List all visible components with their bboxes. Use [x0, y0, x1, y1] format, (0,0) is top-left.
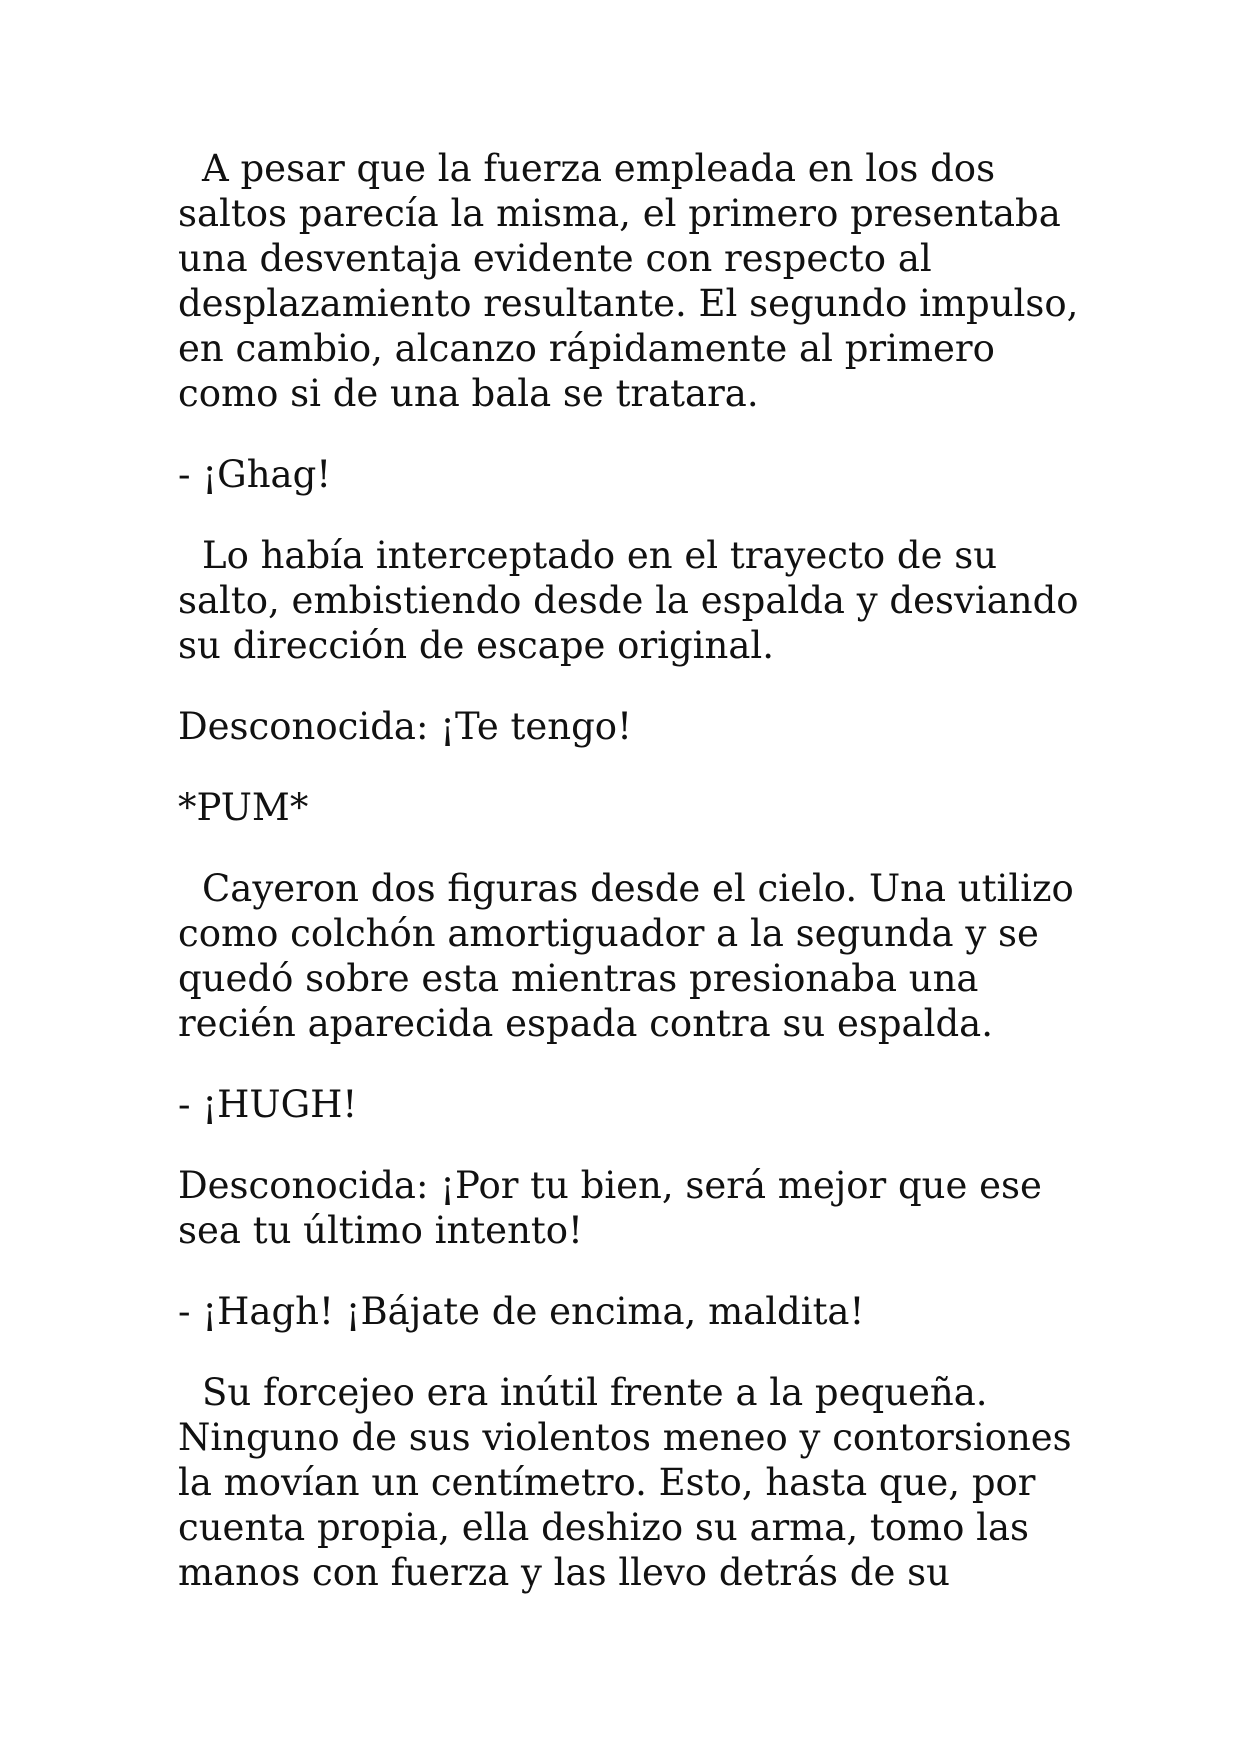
- line-text: - ¡HUGH!: [178, 1083, 358, 1126]
- line-text: recién aparecida espada contra su espalda.: [178, 1002, 993, 1045]
- text-line: [178, 452, 1080, 497]
- paragraph: [178, 704, 1080, 749]
- line-text: *PUM*: [178, 786, 309, 829]
- paragraph: [178, 452, 1080, 497]
- text-line: [178, 191, 1080, 236]
- paragraph: [178, 1163, 1080, 1253]
- text-line: [178, 956, 1080, 1001]
- line-text: como colchón amortiguador a la segunda y se: [178, 912, 1039, 955]
- text-line: [178, 1550, 1080, 1595]
- line-text: en cambio, alcanzo rápidamente al primero: [178, 327, 995, 370]
- line-text: Desconocida: ¡Por tu bien, será mejor que ese: [178, 1164, 1042, 1207]
- line-text: quedó sobre esta mientras presionaba una: [178, 957, 979, 1000]
- line-text: sea tu último intento!: [178, 1209, 583, 1252]
- text-line: [178, 236, 1080, 281]
- text-line: [178, 785, 1080, 830]
- line-text: como si de una bala se tratara.: [178, 372, 759, 415]
- line-text: su dirección de escape original.: [178, 624, 774, 667]
- line-text: Su forcejeo era inútil frente a la pequeña.: [202, 1371, 988, 1414]
- paragraph: [178, 1289, 1080, 1334]
- line-text: Cayeron dos figuras desde el cielo. Una utilizo: [202, 867, 1074, 910]
- text-line: [178, 533, 1080, 578]
- text-line: [178, 578, 1080, 623]
- line-text: - ¡Hagh! ¡Bájate de encima, maldita!: [178, 1290, 865, 1333]
- text-line: [178, 371, 1080, 416]
- line-text: cuenta propia, ella deshizo su arma, tomo las: [178, 1506, 1029, 1549]
- line-text: salto, embistiendo desde la espalda y desviando: [178, 579, 1079, 622]
- text-body: [178, 146, 1080, 1595]
- paragraph: [178, 785, 1080, 830]
- text-line: [178, 866, 1080, 911]
- line-text: saltos parecía la misma, el primero presentaba: [178, 192, 1061, 235]
- line-text: una desventaja evidente con respecto al: [178, 237, 932, 280]
- text-line: [178, 1370, 1080, 1415]
- paragraph: [178, 866, 1080, 1046]
- line-text: desplazamiento resultante. El segundo impulso,: [178, 282, 1079, 325]
- line-text: Ninguno de sus violentos meneo y contorsiones: [178, 1416, 1072, 1459]
- paragraph: [178, 533, 1080, 668]
- text-line: [178, 911, 1080, 956]
- text-line: [178, 326, 1080, 371]
- line-text: Desconocida: ¡Te tengo!: [178, 705, 632, 748]
- line-text: - ¡Ghag!: [178, 453, 332, 496]
- text-line: [178, 1289, 1080, 1334]
- paragraph: [178, 146, 1080, 416]
- line-text: la movían un centímetro. Esto, hasta que, por: [178, 1461, 1036, 1504]
- text-line: [178, 1505, 1080, 1550]
- text-line: [178, 1001, 1080, 1046]
- text-line: [178, 1460, 1080, 1505]
- text-line: [178, 623, 1080, 668]
- line-text: Lo había interceptado en el trayecto de su: [202, 534, 998, 577]
- text-line: [178, 1082, 1080, 1127]
- line-text: A pesar que la fuerza empleada en los dos: [202, 147, 996, 190]
- text-line: [178, 1415, 1080, 1460]
- text-line: [178, 704, 1080, 749]
- text-line: [178, 146, 1080, 191]
- line-text: manos con fuerza y las llevo detrás de su: [178, 1551, 950, 1594]
- paragraph: [178, 1082, 1080, 1127]
- paragraph: [178, 1370, 1080, 1595]
- text-line: [178, 1163, 1080, 1208]
- text-line: [178, 281, 1080, 326]
- text-line: [178, 1208, 1080, 1253]
